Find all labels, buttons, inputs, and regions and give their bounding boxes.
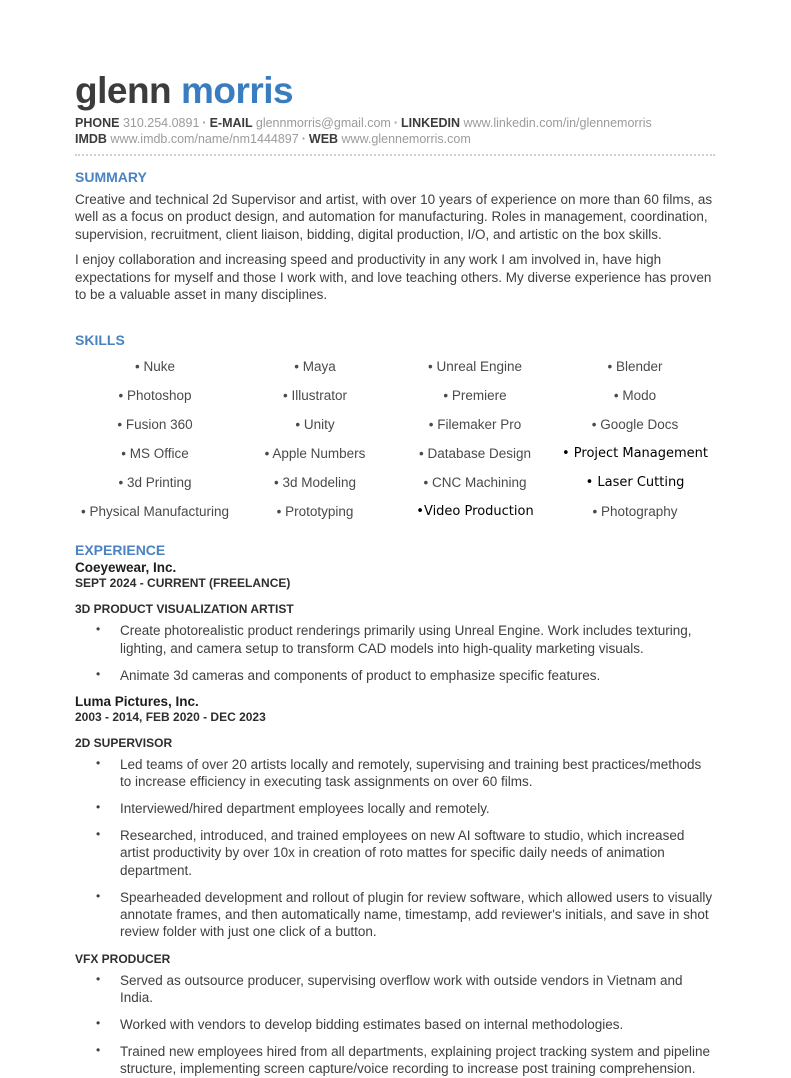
- contact-value: 310.254.0891: [122, 116, 200, 130]
- skill-item: • Nuke: [135, 359, 175, 375]
- candidate-last-name: morris: [180, 70, 294, 111]
- bullet-item: • Researched, introduced, and trained employees on new AI software to studio, which increased artist productivity by over 10x in creation of roto mattes for specific daily needs of animation department.: [75, 827, 715, 879]
- skill-item: • Photoshop: [118, 388, 192, 404]
- skill-item: • Apple Numbers: [264, 446, 366, 462]
- job-dates: 2003 - 2014, FEB 2020 - DEC 2023: [75, 709, 266, 724]
- job-dates: SEPT 2024 - CURRENT (FREELANCE): [75, 576, 291, 591]
- skills-heading: SKILLS: [75, 332, 125, 349]
- skill-item: • Premiere: [443, 388, 507, 404]
- contact-label: WEB: [308, 132, 342, 146]
- bullet-item: • Interviewed/hired department employees locally and remotely.: [75, 800, 715, 817]
- skill-item: •Video Production: [416, 504, 534, 520]
- job-entry: [75, 694, 715, 1078]
- job-entry: [75, 560, 715, 684]
- contact-value: www.linkedin.com/in/glennemorris: [463, 116, 652, 130]
- role-title: 3D PRODUCT VISUALIZATION ARTIST: [75, 602, 294, 617]
- skills-grid: [75, 352, 715, 526]
- company-name: Luma Pictures, Inc.: [75, 693, 199, 709]
- skill-item: • Unity: [295, 417, 335, 433]
- contact-separator: ·: [393, 116, 398, 130]
- summary-heading: SUMMARY: [75, 169, 147, 185]
- role-bullets: [75, 756, 715, 941]
- skill-item: • Laser Cutting: [585, 475, 685, 491]
- role-title: 2D SUPERVISOR: [75, 735, 173, 750]
- skill-item: • Physical Manufacturing: [80, 504, 230, 520]
- skill-item: • CNC Machining: [423, 475, 527, 491]
- contact-label: LINKEDIN: [401, 116, 464, 130]
- role-bullets: [75, 622, 715, 684]
- contact-value: www.glennemorris.com: [341, 132, 471, 146]
- contact-label: E-MAIL: [209, 116, 256, 130]
- role-bullets: [75, 972, 715, 1078]
- skill-item: • Maya: [294, 359, 336, 375]
- bullet-item: • Worked with vendors to develop bidding estimates based on internal methodologies.: [75, 1016, 715, 1033]
- company-name: Coeyewear, Inc.: [75, 560, 177, 576]
- skill-item: • Modo: [613, 388, 657, 404]
- experience-heading: EXPERIENCE: [75, 542, 166, 559]
- skill-item: • Fusion 360: [117, 417, 193, 433]
- contact-label: IMDB: [75, 132, 111, 146]
- skill-item: • Prototyping: [276, 504, 354, 520]
- candidate-first-name: glenn: [75, 70, 172, 111]
- contact-value: glennmorris@gmail.com: [255, 116, 391, 130]
- skill-item: • Database Design: [418, 446, 532, 462]
- skill-item: • 3d Modeling: [273, 475, 357, 491]
- skill-item: • 3d Printing: [118, 475, 192, 491]
- skill-item: • MS Office: [121, 446, 189, 462]
- contact-line-1: [75, 115, 715, 131]
- skill-item: • Illustrator: [283, 388, 347, 404]
- experience-section: [75, 542, 715, 1077]
- bullet-item: • Led teams of over 20 artists locally and remotely, supervising and training best practices/methods to increase efficiency in executing task assignments on over 60 films.: [75, 756, 715, 791]
- skill-item: • Photography: [592, 504, 678, 520]
- skill-item: • Unreal Engine: [427, 359, 523, 375]
- skill-item: • Blender: [607, 359, 663, 375]
- contact-label: PHONE: [75, 116, 123, 130]
- role-title: VFX PRODUCER: [75, 951, 171, 966]
- contact-separator: ·: [301, 132, 306, 146]
- contact-separator: ·: [202, 116, 207, 130]
- skills-section: [75, 332, 715, 526]
- bullet-item: • Served as outsource producer, supervising overflow work with outside vendors in Vietnam and India.: [75, 972, 715, 1007]
- skill-item: • Project Management: [561, 446, 709, 462]
- bullet-item: • Animate 3d cameras and components of product to emphasize specific features.: [75, 667, 715, 684]
- summary-paragraph: Creative and technical 2d Supervisor and artist, with over 10 years of experience on more than 60 films, as well as a focus on product design, and automation for manufacturing. Roles in management, coordination, supervision, recruitment, client liaison, bidding, digital production, I/O, and artistic on the box skills.: [75, 192, 713, 242]
- candidate-name: [75, 72, 715, 110]
- summary-paragraph: I enjoy collaboration and increasing speed and productivity in any work I am involved in, have high expectations for myself and those I work with, and love teaching others. My diverse experience has proven to be a valuable asset in many disciplines.: [75, 252, 712, 303]
- summary-section: [75, 169, 715, 303]
- bullet-item: • Create photorealistic product renderings primarily using Unreal Engine. Work includes texturing, lighting, and camera setup to transform CAD models into high-quality marketing visuals.: [75, 622, 715, 657]
- bullet-item: • Trained new employees hired from all departments, explaining project tracking system and pipeline structure, implementing screen capture/voice recording to increase post training comprehension.: [75, 1043, 715, 1078]
- resume-header: [75, 72, 715, 147]
- contact-line-2: [75, 131, 715, 147]
- skill-item: • Filemaker Pro: [428, 417, 522, 433]
- job-list: [75, 560, 715, 1077]
- contact-value: www.imdb.com/name/nm1444897: [110, 132, 299, 146]
- skill-item: • Google Docs: [591, 417, 679, 433]
- bullet-item: • Spearheaded development and rollout of plugin for review software, which allowed users to visually annotate frames, and then automatically name, timestamp, add reviewer's initials, and save in shot review folder with just one click of a button.: [75, 889, 715, 941]
- dotted-divider: [75, 154, 715, 156]
